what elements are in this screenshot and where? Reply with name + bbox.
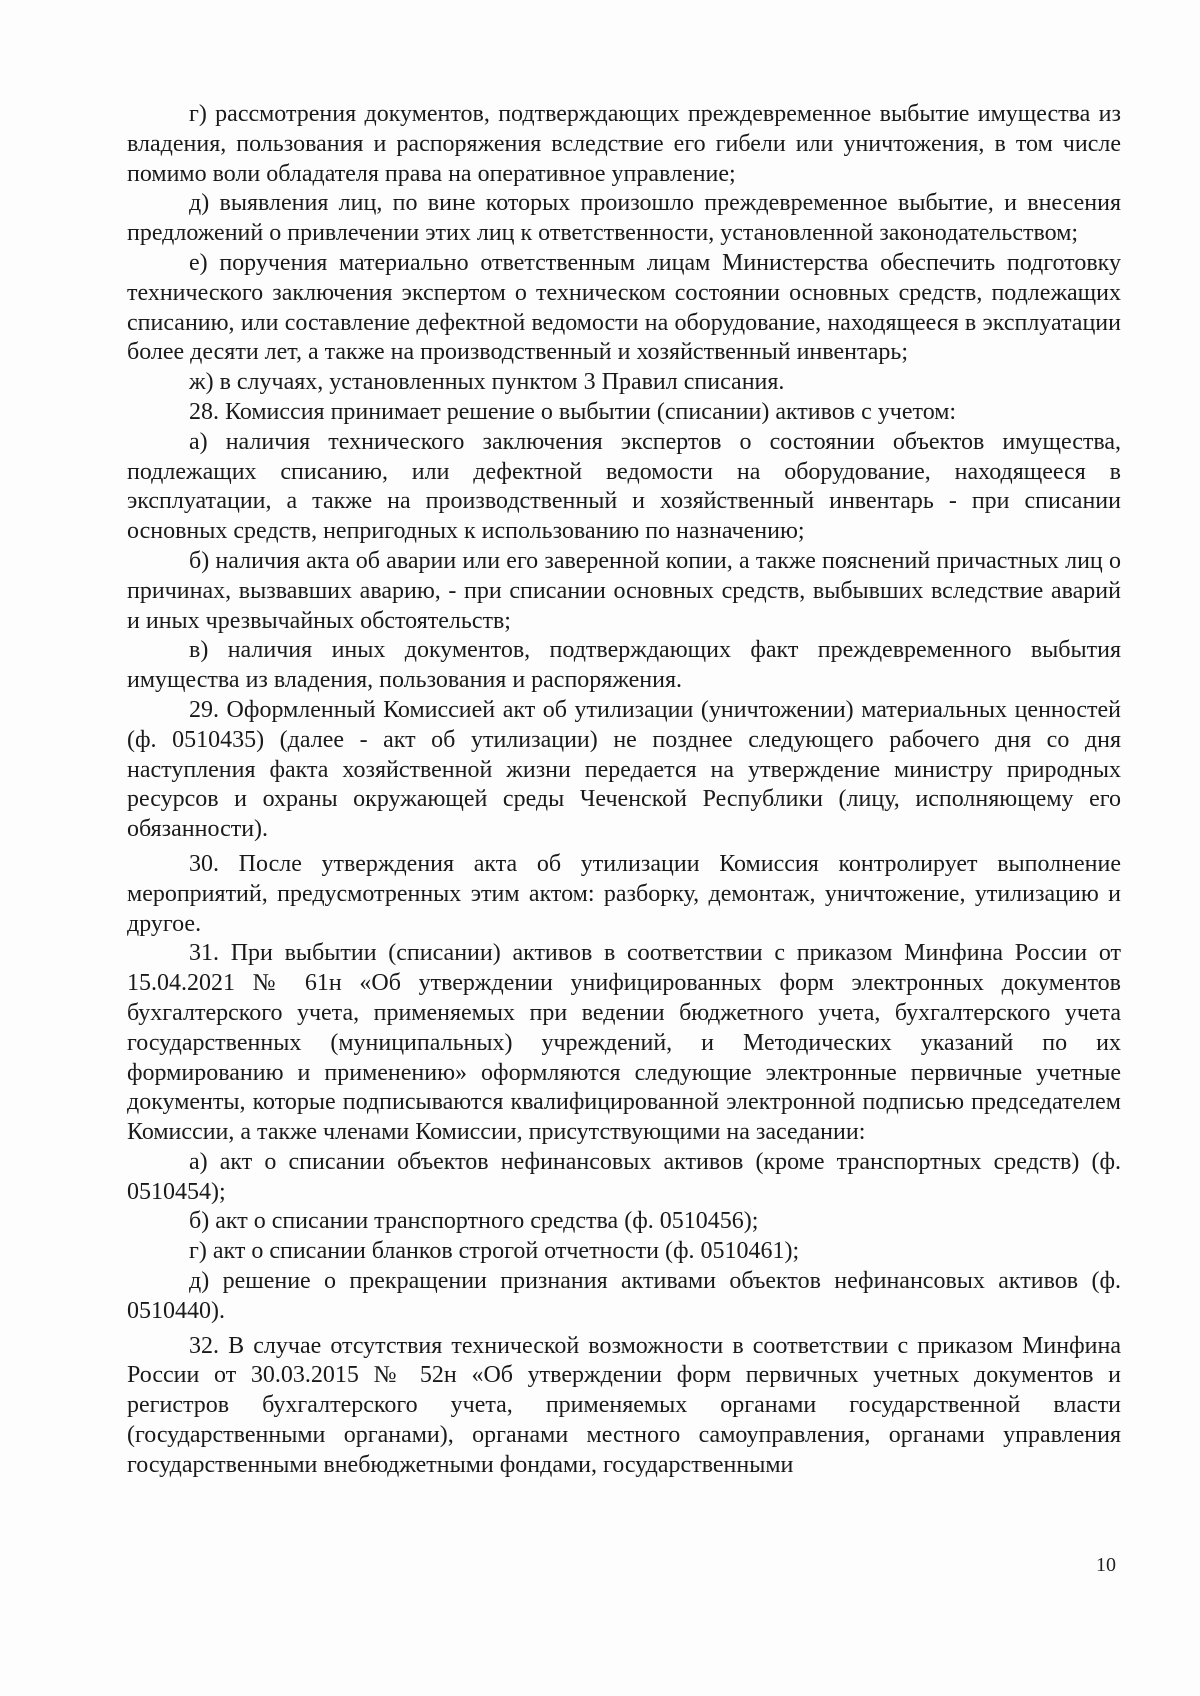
paragraph-28-v: в) наличия иных документов, подтверждающих факт преждевременного выбытия имущества из владения, пользования и распоряжения. bbox=[127, 637, 1121, 694]
paragraph-32: 32. В случае отсутствия технической возможности в соответствии с приказом Минфина России от 30.03.2015 № 52н «Об утверждении форм первичных учетных документов и регистров бухгалтерского учета, применяемых органами государственной власти (государственными органами), органами местного самоуправления, органами управления государственными внебюджетными фондами, государственными bbox=[127, 1332, 1121, 1478]
paragraph-g: г) рассмотрения документов, подтверждающих преждевременное выбытие имущества из владения, пользования и распоряжения вследствие его гибели или уничтожения, в том числе помимо воли обладателя права на оперативное управление; bbox=[127, 101, 1121, 187]
paragraph-e: е) поручения материально ответственным лицам Министерства обеспечить подготовку технического заключения экспертом о техническом состоянии основных средств, подлежащих списанию, или составление дефектной ведомости на оборудование, находящееся в эксплуатации более десяти лет, а также на производственный и хозяйственный инвентарь; bbox=[127, 249, 1121, 366]
paragraph-30: 30. После утверждения акта об утилизации Комиссия контролирует выполнение мероприятий, предусмотренных этим актом: разборку, демонтаж, уничтожение, утилизацию и другое. bbox=[127, 850, 1121, 937]
paragraph-31-g: г) акт о списании бланков строгой отчетности (ф. 0510461); bbox=[189, 1238, 800, 1265]
paragraph-zh: ж) в случаях, установленных пунктом 3 Правил списания. bbox=[189, 369, 785, 396]
document-body bbox=[127, 100, 1121, 1481]
paragraph-28-b: б) наличия акта об аварии или его заверенной копии, а также пояснений причастных лиц о причинах, вызвавших аварию, - при списании основных средств, выбывших вследствие аварий и иных чрезвычайных обстоятельств; bbox=[127, 547, 1121, 634]
paragraph-31-a: а) акт о списании объектов нефинансовых активов (кроме транспортных средств) (ф. 0510454); bbox=[127, 1148, 1121, 1205]
paragraph-28-a: а) наличия технического заключения экспертов о состоянии объектов имущества, подлежащих списанию, или дефектной ведомости на оборудование, находящееся в эксплуатации, а также на производственный и хозяйственный инвентарь - при списании основных средств, непригодных к использованию по назначению; bbox=[127, 428, 1121, 545]
paragraph-28: 28. Комиссия принимает решение о выбытии (списании) активов с учетом: bbox=[189, 398, 957, 425]
paragraph-31-b: б) акт о списании транспортного средства (ф. 0510456); bbox=[189, 1208, 759, 1235]
paragraph-d: д) выявления лиц, по вине которых произошло преждевременное выбытие, и внесения предложений о привлечении этих лиц к ответственности, установленной законодательством; bbox=[127, 190, 1121, 247]
page-number: 10 bbox=[1096, 1554, 1116, 1576]
paragraph-29: 29. Оформленный Комиссией акт об утилизации (уничтожении) материальных ценностей (ф. 0510435) (далее - акт об утилизации) не позднее следующего рабочего дня со дня наступления факта хозяйственной жизни передается на утверждение министру природных ресурсов и охраны окружающей среды Чеченской Республики (лицу, исполняющему его обязанности). bbox=[127, 696, 1121, 843]
paragraph-31-d: д) решение о прекращении признания активами объектов нефинансовых активов (ф. 0510440). bbox=[127, 1268, 1121, 1324]
paragraph-31: 31. При выбытии (списании) активов в соответствии с приказом Минфина России от 15.04.2021 № 61н «Об утверждении унифицированных форм электронных документов бухгалтерского учета, применяемых при ведении бюджетного учета, бухгалтерского учета государственных (муниципальных) учреждений, и Методических указаний по их формированию и применению» оформляются следующие электронные первичные учетные документы, которые подписываются квалифицированной электронной подписью председателем Комиссии, а также членами Комиссии, присутствующими на заседании: bbox=[127, 940, 1121, 1146]
